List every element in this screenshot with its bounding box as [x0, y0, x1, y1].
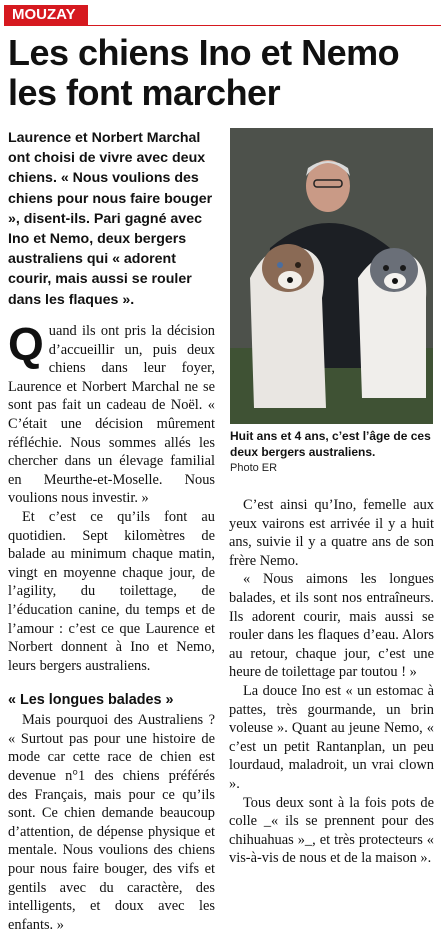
- body-paragraph-5: « Nous aimons les longues balades, et ils sont nos entraîneurs. Ils adorent courir, mais aussi se rouler dans les flaques d’eau. Alors au retour, chaque jour, c’est une heure de toilettage par toutou ! »: [229, 571, 434, 681]
- body-paragraph-7: Tous deux sont à la fois pots de colle _« ils se prennent pour des chihuahuas »_, et très protecteurs « vis-à-vis de nous et de la maison ».: [229, 794, 434, 867]
- photo-caption: Huit ans et 4 ans, c’est l’âge de ces deux bergers australiens.: [230, 429, 431, 459]
- body-paragraph-1: [8, 318, 215, 508]
- section-tag: MOUZAY: [4, 5, 88, 25]
- body-paragraph-3: Mais pourquoi des Australiens ? « Surtout pas pour une histoire de mode car cette race de chien est devenue n°1 des chiens préférés des Français, mais pour ce qu’ils sont. Ce chien demande beaucoup d’attention, de dépense physique et mentale. Nous voulions des chiens pour nous faire bouger, des vifs et gentils avec du caractère, des intelligents, et doux avec les enfants. »: [8, 712, 215, 933]
- body-paragraph-6: La douce Ino est « un estomac à pattes, très gourmande, un brin voleuse ». Quant au jeune Nemo, « c’est un petit Rantanplan, un peu lourdaud, maladroit, un vrai clown ».: [229, 682, 434, 792]
- section-rule: [4, 25, 441, 26]
- body-paragraph-4: C’est ainsi qu’Ino, femelle aux yeux vairons est arrivée il y a huit ans, suivie il y a quatre ans de son frère Nemo.: [229, 497, 434, 569]
- chapo: Laurence et Norbert Marchal ont choisi de vivre avec deux chiens. « Nous voulions des chiens pour nous faire bouger », disent-ils. Pari gagné avec Ino et Nemo, deux bergers australiens qui « adorent courir, mais aussi se rouler dans les flaques ».: [8, 130, 213, 308]
- drop-cap: Q: [8, 318, 44, 370]
- article-column-2: [229, 496, 434, 868]
- subheading: « Les longues balades »: [8, 692, 174, 709]
- headline: Les chiens Ino et Nemo les font marcher: [8, 32, 400, 113]
- article-column-1: [8, 318, 215, 934]
- body-paragraph-2: Et c’est ce qu’ils font au quotidien. Sept kilomètres de balade au minimum chaque matin, vingt en moyenne chaque jour, de l’agility, du toilettage, de l’éducation canine, du temps et de l’amour : c’est ce que Laurence et Norbert donnent à Ino et Nemo, leurs bergers australiens.: [8, 508, 215, 674]
- dogs-photo-illustration: [230, 128, 433, 424]
- article-photo: [230, 128, 433, 424]
- body-paragraph-1-text: uand ils ont pris la décision d’accueillir un, puis deux chiens dans leur foyer, Laurence et Norbert Marchal ne se sont pas fait un cadeau de Noël. « C’était une décision mûrement réfléchie. Nous sommes allés les chercher dans un élevage familial en Meurthe-et-Moselle. Nous voulions nous investir. »: [8, 323, 215, 507]
- photo-credit: Photo ER: [230, 462, 278, 474]
